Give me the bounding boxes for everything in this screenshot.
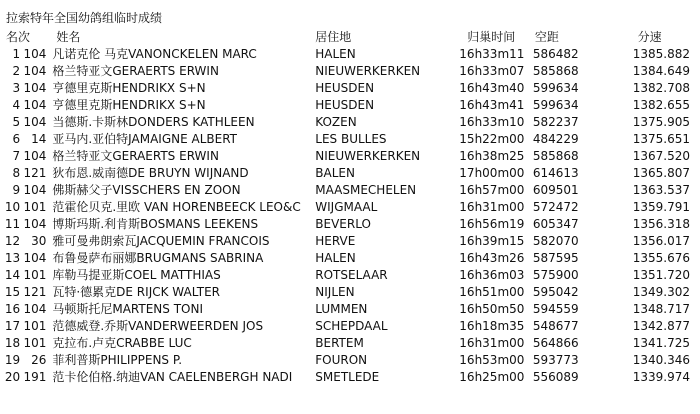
speed-cell: 1375.905	[632, 115, 690, 129]
table-header	[0, 28, 690, 46]
rank-cell: 6	[12, 132, 21, 146]
city-cell: SCHEPDAAL	[315, 319, 388, 333]
distance-cell: 548677	[532, 319, 579, 333]
arrival-time-cell: 16h31m00	[459, 336, 525, 350]
arrival-time-cell: 16h18m35	[459, 319, 525, 333]
table-row	[0, 182, 690, 199]
name-cell: 马顿斯托尼MARTENS TONI	[52, 302, 203, 316]
table-row	[0, 114, 690, 131]
speed-cell: 1349.302	[632, 285, 690, 299]
rank-cell: 17	[4, 319, 21, 333]
entry-count-cell: 121	[23, 166, 47, 180]
city-cell: LUMMEN	[315, 302, 368, 316]
city-cell: WIJGMAAL	[315, 200, 378, 214]
speed-cell: 1384.649	[632, 64, 690, 78]
table-row	[0, 46, 690, 63]
arrival-time-cell: 16h33m11	[459, 47, 525, 61]
rank-cell: 15	[4, 285, 21, 299]
rank-cell: 9	[12, 183, 21, 197]
arrival-time-cell: 16h43m26	[459, 251, 525, 265]
entry-count-cell: 101	[23, 200, 47, 214]
arrival-time-cell: 16h43m41	[459, 98, 525, 112]
entry-count-cell: 14	[31, 132, 47, 146]
rank-cell: 3	[12, 81, 21, 95]
entry-count-cell: 104	[23, 81, 47, 95]
arrival-time-cell: 16h50m50	[459, 302, 525, 316]
speed-cell: 1355.676	[632, 251, 690, 265]
distance-cell: 484229	[532, 132, 579, 146]
distance-cell: 605347	[532, 217, 579, 231]
rank-cell: 11	[4, 217, 21, 231]
city-cell: BERTEM	[315, 336, 364, 350]
entry-count-cell: 101	[23, 336, 47, 350]
speed-cell: 1341.725	[632, 336, 690, 350]
table-row	[0, 63, 690, 80]
table-row	[0, 80, 690, 97]
distance-cell: 593773	[532, 353, 579, 367]
rank-cell: 7	[12, 149, 21, 163]
name-cell: 当德斯.卡斯林DONDERS KATHLEEN	[52, 115, 255, 129]
name-cell: 亨德里克斯HENDRIKX S+N	[52, 81, 206, 95]
entry-count-cell: 104	[23, 115, 47, 129]
name-cell: 范德威登.乔斯VANDERWEERDEN JOS	[52, 319, 264, 333]
city-cell: BALEN	[315, 166, 355, 180]
city-cell: NIEUWERKERKEN	[315, 149, 421, 163]
entry-count-cell: 104	[23, 149, 47, 163]
rank-cell: 8	[12, 166, 21, 180]
table-row	[0, 233, 690, 250]
rank-cell: 20	[4, 370, 21, 384]
speed-cell: 1382.708	[632, 81, 690, 95]
header-name: 姓名	[56, 30, 81, 44]
entry-count-cell: 191	[23, 370, 47, 384]
city-cell: HERVE	[315, 234, 356, 248]
speed-cell: 1356.318	[632, 217, 690, 231]
arrival-time-cell: 16h33m10	[459, 115, 525, 129]
table-row	[0, 131, 690, 148]
table-row	[0, 369, 690, 386]
document-title: 拉索特年全国幼鸽组临时成绩	[6, 11, 163, 25]
header-city: 居住地	[315, 30, 352, 44]
entry-count-cell: 104	[23, 217, 47, 231]
speed-cell: 1365.807	[632, 166, 690, 180]
speed-cell: 1351.720	[632, 268, 690, 282]
rank-cell: 18	[4, 336, 21, 350]
speed-cell: 1359.791	[632, 200, 690, 214]
name-cell: 瓦特·德累克DE RIJCK WALTER	[52, 285, 220, 299]
city-cell: SMETLEDE	[315, 370, 380, 384]
header-time: 归巢时间	[467, 30, 516, 44]
city-cell: HEUSDEN	[315, 98, 375, 112]
distance-cell: 587595	[532, 251, 579, 265]
header-distance: 空距	[534, 30, 559, 44]
speed-cell: 1342.877	[632, 319, 690, 333]
name-cell: 凡诺克伦 马克VANONCKELEN MARC	[52, 47, 257, 61]
name-cell: 狄布恩.威南德DE BRUYN WIJNAND	[52, 166, 249, 180]
name-cell: 范霍伦贝克.里欧 VAN HORENBEECK LEO&C	[52, 200, 301, 214]
table-row	[0, 301, 690, 318]
distance-cell: 582070	[532, 234, 579, 248]
speed-cell: 1363.537	[632, 183, 690, 197]
entry-count-cell: 104	[23, 64, 47, 78]
name-cell: 博斯玛斯.利肯斯BOSMANS LEEKENS	[52, 217, 259, 231]
distance-cell: 582237	[532, 115, 579, 129]
distance-cell: 575900	[532, 268, 579, 282]
city-cell: MAASMECHELEN	[315, 183, 417, 197]
distance-cell: 599634	[532, 98, 579, 112]
name-cell: 菲利普斯PHILIPPENS P.	[52, 353, 183, 367]
table-body	[0, 46, 690, 386]
table-row	[0, 148, 690, 165]
name-cell: 亚马内.亚伯特JAMAIGNE ALBERT	[52, 132, 237, 146]
rank-cell: 10	[4, 200, 21, 214]
entry-count-cell: 104	[23, 183, 47, 197]
name-cell: 格兰特亚文GERAERTS ERWIN	[52, 64, 219, 78]
distance-cell: 585868	[532, 149, 579, 163]
rank-cell: 12	[4, 234, 21, 248]
entry-count-cell: 104	[23, 47, 47, 61]
city-cell: KOZEN	[315, 115, 357, 129]
table-row	[0, 216, 690, 233]
table-row	[0, 165, 690, 182]
arrival-time-cell: 16h31m00	[459, 200, 525, 214]
rank-cell: 5	[12, 115, 21, 129]
city-cell: LES BULLES	[315, 132, 387, 146]
table-row	[0, 335, 690, 352]
header-rank: 名次	[6, 30, 31, 44]
name-cell: 雅可曼弗朗索瓦JACQUEMIN FRANCOIS	[52, 234, 270, 248]
distance-cell: 564866	[532, 336, 579, 350]
speed-cell: 1385.882	[632, 47, 690, 61]
arrival-time-cell: 16h33m07	[459, 64, 525, 78]
name-cell: 库勒马提亚斯COEL MATTHIAS	[52, 268, 221, 282]
speed-cell: 1340.346	[632, 353, 690, 367]
header-speed: 分速	[637, 30, 662, 44]
speed-cell: 1375.651	[632, 132, 690, 146]
distance-cell: 556089	[532, 370, 579, 384]
entry-count-cell: 101	[23, 268, 47, 282]
table-row	[0, 250, 690, 267]
arrival-time-cell: 16h36m03	[459, 268, 525, 282]
table-row	[0, 97, 690, 114]
entry-count-cell: 121	[23, 285, 47, 299]
entry-count-cell: 30	[31, 234, 47, 248]
entry-count-cell: 104	[23, 98, 47, 112]
arrival-time-cell: 16h57m00	[459, 183, 525, 197]
distance-cell: 586482	[532, 47, 579, 61]
name-cell: 克拉布.卢克CRABBE LUC	[52, 336, 192, 350]
name-cell: 范卡伦伯格.纳迪VAN CAELENBERGH NADI	[52, 370, 293, 384]
entry-count-cell: 104	[23, 251, 47, 265]
table-row	[0, 318, 690, 335]
city-cell: FOURON	[315, 353, 368, 367]
speed-cell: 1339.974	[632, 370, 690, 384]
city-cell: NIJLEN	[315, 285, 355, 299]
rank-cell: 1	[12, 47, 21, 61]
rank-cell: 4	[12, 98, 21, 112]
distance-cell: 595042	[532, 285, 579, 299]
name-cell: 佛斯赫父子VISSCHERS EN ZOON	[52, 183, 241, 197]
city-cell: HALEN	[315, 47, 356, 61]
table-row	[0, 352, 690, 369]
distance-cell: 614613	[532, 166, 579, 180]
table-row	[0, 199, 690, 216]
arrival-time-cell: 17h00m00	[459, 166, 525, 180]
distance-cell: 585868	[532, 64, 579, 78]
arrival-time-cell: 16h56m19	[459, 217, 525, 231]
city-cell: BEVERLO	[315, 217, 371, 231]
header-row	[0, 28, 690, 46]
entry-count-cell: 101	[23, 319, 47, 333]
speed-cell: 1382.655	[632, 98, 690, 112]
distance-cell: 572472	[532, 200, 579, 214]
city-cell: NIEUWERKERKEN	[315, 64, 421, 78]
city-cell: ROTSELAAR	[315, 268, 388, 282]
city-cell: HALEN	[315, 251, 356, 265]
name-cell: 亨德里克斯HENDRIKX S+N	[52, 98, 206, 112]
table-row	[0, 267, 690, 284]
arrival-time-cell: 16h25m00	[459, 370, 525, 384]
city-cell: HEUSDEN	[315, 81, 375, 95]
entry-count-cell: 26	[31, 353, 47, 367]
rank-cell: 2	[12, 64, 21, 78]
arrival-time-cell: 16h38m25	[459, 149, 525, 163]
arrival-time-cell: 15h22m00	[459, 132, 525, 146]
distance-cell: 609501	[532, 183, 579, 197]
rank-cell: 14	[4, 268, 21, 282]
distance-cell: 599634	[532, 81, 579, 95]
rank-cell: 13	[4, 251, 21, 265]
rank-cell: 16	[4, 302, 21, 316]
entry-count-cell: 104	[23, 302, 47, 316]
arrival-time-cell: 16h39m15	[459, 234, 525, 248]
speed-cell: 1367.520	[632, 149, 690, 163]
results-table	[0, 28, 690, 386]
speed-cell: 1348.717	[632, 302, 690, 316]
name-cell: 布鲁曼萨布丽娜BRUGMANS SABRINA	[52, 251, 264, 265]
table-row	[0, 284, 690, 301]
name-cell: 格兰特亚文GERAERTS ERWIN	[52, 149, 219, 163]
speed-cell: 1356.017	[632, 234, 690, 248]
distance-cell: 594559	[532, 302, 579, 316]
arrival-time-cell: 16h51m00	[459, 285, 525, 299]
rank-cell: 19	[4, 353, 21, 367]
arrival-time-cell: 16h53m00	[459, 353, 525, 367]
arrival-time-cell: 16h43m40	[459, 81, 525, 95]
